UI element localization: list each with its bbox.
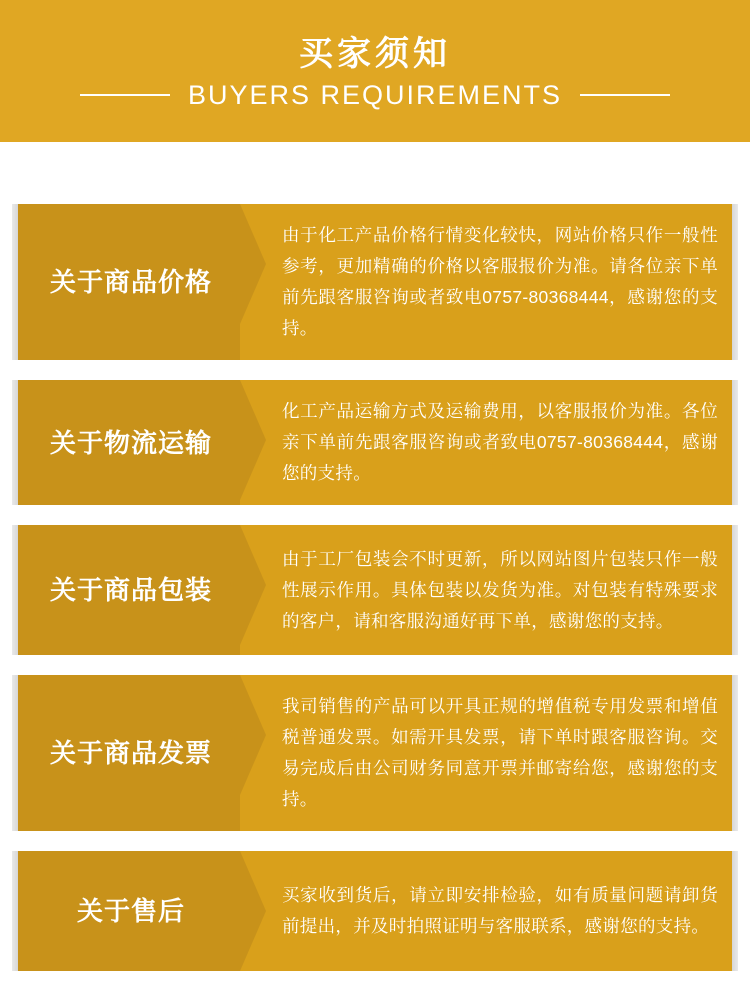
requirement-label-text: 关于商品发票 (49, 738, 212, 768)
requirement-row (18, 851, 732, 971)
requirement-row (18, 204, 732, 360)
requirement-row (18, 525, 732, 655)
requirement-label-price (18, 204, 240, 360)
requirement-text: 化工产品运输方式及运输费用，以客服报价为准。各位亲下单前先跟客服咨询或者致电0757-80368444，感谢您的支持。 (282, 401, 718, 483)
requirement-label-text: 关于商品价格 (49, 267, 212, 297)
requirement-label-text: 关于物流运输 (49, 427, 212, 458)
requirement-body (240, 204, 732, 360)
page-subtitle: BUYERS REQUIREMENTS (187, 79, 563, 110)
page-subtitle-row (0, 80, 750, 111)
requirements-list (0, 142, 750, 971)
requirement-label-packaging (18, 525, 240, 655)
requirement-label-text: 关于售后 (76, 896, 185, 926)
requirement-label-text: 关于商品包装 (49, 575, 212, 605)
page-title: 买家须知 (299, 34, 451, 73)
requirement-body (240, 675, 732, 831)
requirement-body (240, 851, 732, 971)
requirement-text: 由于化工产品价格行情变化较快，网站价格只作一般性参考，更加精确的价格以客服报价为准。请各位亲下单前先跟客服咨询或者致电0757-80368444，感谢您的支持。 (282, 225, 718, 338)
requirement-text: 我司销售的产品可以开具正规的增值税专用发票和增值税普通发票。如需开具发票，请下单时跟客服咨询。交易完成后由公司财务同意开票并邮寄给您，感谢您的支持。 (282, 696, 718, 809)
requirement-body (240, 380, 732, 505)
requirement-text: 买家收到货后，请立即安排检验，如有质量问题请卸货前提出，并及时拍照证明与客服联系，感谢您的支持。 (282, 885, 718, 936)
requirement-label-aftersales (18, 851, 240, 971)
header-rule-right (580, 94, 670, 96)
requirement-text: 由于工厂包装会不时更新，所以网站图片包装只作一般性展示作用。具体包装以发货为准。对包装有特殊要求的客户，请和客服沟通好再下单，感谢您的支持。 (282, 548, 718, 631)
header-rule-left (80, 94, 170, 96)
requirement-row (18, 675, 732, 831)
requirement-label-invoice (18, 675, 240, 831)
page-header (0, 0, 750, 142)
requirement-body (240, 525, 732, 655)
requirement-row (18, 380, 732, 505)
requirement-label-logistics (18, 380, 240, 505)
